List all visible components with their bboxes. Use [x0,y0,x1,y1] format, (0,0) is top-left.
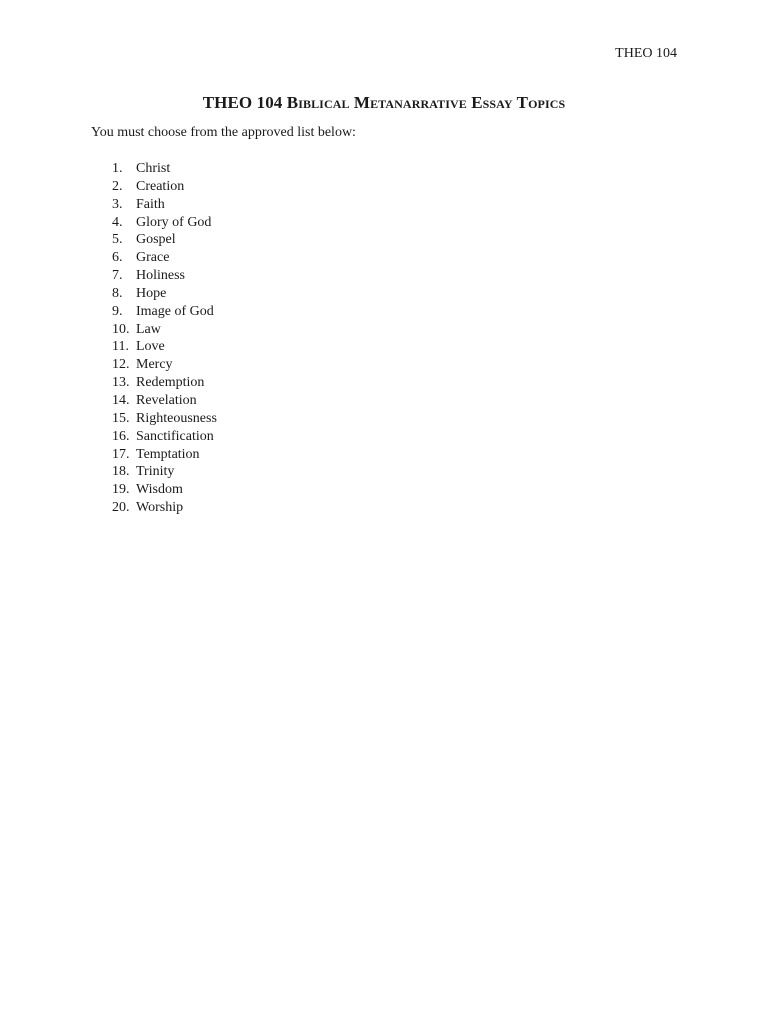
list-item [91,321,217,339]
list-item-number: 3. [112,196,123,212]
list-item [91,196,217,214]
list-item-label: Trinity [136,464,175,480]
list-item-label: Faith [136,196,165,212]
list-item-number: 13. [112,375,130,391]
list-item [91,285,217,303]
list-item-label: Gospel [136,232,176,248]
list-item-number: 7. [112,268,123,284]
list-item [91,428,217,446]
list-item-number: 19. [112,482,130,498]
list-item-label: Glory of God [136,214,212,230]
list-item-label: Creation [136,178,185,194]
list-item-number: 14. [112,392,130,408]
list-item-label: Redemption [136,375,205,391]
list-item-label: Wisdom [136,482,183,498]
list-item [91,267,217,285]
list-item [91,178,217,196]
topic-list [91,160,217,517]
list-item [91,374,217,392]
list-item-number: 2. [112,178,123,194]
list-item-number: 12. [112,357,130,373]
list-item [91,231,217,249]
list-item-number: 5. [112,232,123,248]
list-item [91,338,217,356]
list-item-label: Temptation [136,446,200,462]
list-item [91,160,217,178]
list-item-label: Grace [136,250,170,266]
list-item-label: Mercy [136,357,173,373]
list-item [91,303,217,321]
list-item-label: Revelation [136,392,197,408]
list-item-label: Christ [136,161,171,176]
list-item-number: 9. [112,303,123,319]
document-title: THEO 104 Biblical Metanarrative Essay Topics [202,93,566,112]
list-item-number: 6. [112,250,123,266]
list-item-number: 20. [112,500,130,516]
list-item [91,410,217,428]
list-item [91,481,217,499]
list-item-label: Love [136,339,165,355]
list-item [91,499,217,517]
list-item-label: Holiness [136,268,185,284]
list-item-label: Sanctification [136,428,214,444]
list-item-number: 10. [112,321,130,337]
list-item-number: 17. [112,446,130,462]
list-item [91,392,217,410]
list-item [91,463,217,481]
list-item-number: 18. [112,464,130,480]
list-item-label: Image of God [136,303,214,319]
list-item-label: Law [136,321,161,337]
list-item-number: 15. [112,410,130,426]
list-item-label: Worship [136,500,184,516]
list-item-label: Hope [136,285,167,301]
list-item [91,356,217,374]
intro-text: You must choose from the approved list below: [91,125,356,140]
list-item-number: 11. [112,339,129,355]
list-item-number: 1. [112,161,123,176]
list-item [91,446,217,464]
running-header: THEO 104 [615,46,677,61]
list-item [91,249,217,267]
list-item [91,214,217,232]
list-item-number: 8. [112,285,123,301]
list-item-number: 16. [112,428,130,444]
list-item-number: 4. [112,214,123,230]
list-item-label: Righteousness [136,410,217,426]
